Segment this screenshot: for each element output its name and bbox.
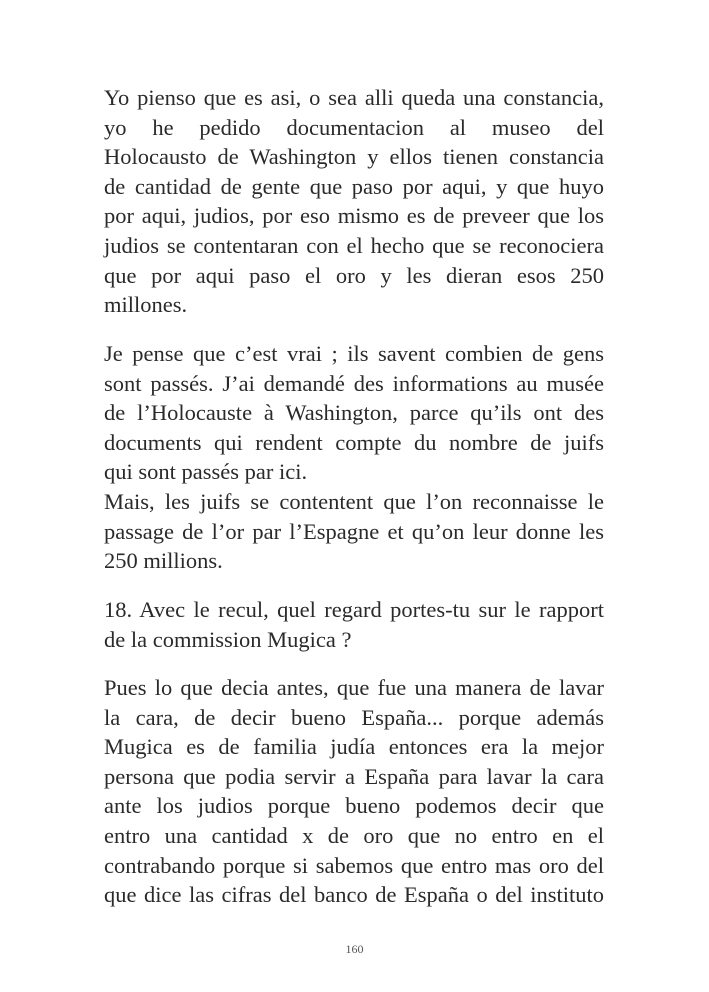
text-line: Mais, les juifs se contentent que l’on reconnaisse le xyxy=(104,488,604,514)
text-line: entro una cantidad x de oro que no entro en el xyxy=(104,822,604,848)
text-line: persona que podia servir a España para lavar la cara xyxy=(104,763,604,789)
text-line: ante los judios porque bueno podemos decir que xyxy=(104,793,604,819)
paragraph-spanish-answer-2 xyxy=(104,673,604,910)
text-line: yo he pedido documentacion al museo del xyxy=(104,114,604,140)
text-line: Yo pienso que es asi, o sea alli queda una constancia, xyxy=(104,85,604,110)
text-line: contrabando porque si sabemos que entro mas oro del xyxy=(104,852,604,878)
text-line: que por aqui paso el oro y les dieran esos 250 xyxy=(104,262,604,288)
text-line: de la commission Mugica ? xyxy=(104,626,352,652)
text-line: sont passés. J’ai demandé des informations au musée xyxy=(104,370,604,396)
page-number: 160 xyxy=(345,942,364,956)
text-line: 18. Avec le recul, quel regard portes-tu sur le rapport xyxy=(104,597,604,622)
text-line: 250 millions. xyxy=(104,548,223,574)
text-line: documents qui rendent compte du nombre de juifs xyxy=(104,429,604,455)
paragraph-french-translation xyxy=(104,339,604,576)
text-line: Je pense que c’est vrai ; ils savent combien de gens xyxy=(104,341,604,366)
text-line: qui sont passés par ici. xyxy=(104,459,308,485)
paragraph-question-18 xyxy=(104,595,604,654)
text-line: Mugica es de familia judía entonces era la mejor xyxy=(104,734,604,760)
paragraph-spanish-answer xyxy=(104,83,604,320)
text-line: Pues lo que decia antes, que fue una manera de lavar xyxy=(104,675,604,700)
text-line: de cantidad de gente que paso por aqui, y que huyo xyxy=(104,173,604,199)
text-line: judios se contentaran con el hecho que se reconociera xyxy=(104,232,604,258)
text-line: Holocausto de Washington y ellos tienen constancia xyxy=(104,144,604,170)
text-line: la cara, de decir bueno España... porque además xyxy=(104,704,604,730)
text-line: passage de l’or par l’Espagne et qu’on leur donne les xyxy=(104,518,604,544)
text-line: millones. xyxy=(104,292,188,318)
text-line: de l’Holocauste à Washington, parce qu’ils ont des xyxy=(104,400,604,426)
text-line: que dice las cifras del banco de España o del instituto xyxy=(104,882,604,908)
text-line: por aqui, judios, por eso mismo es de preveer que los xyxy=(104,203,604,229)
